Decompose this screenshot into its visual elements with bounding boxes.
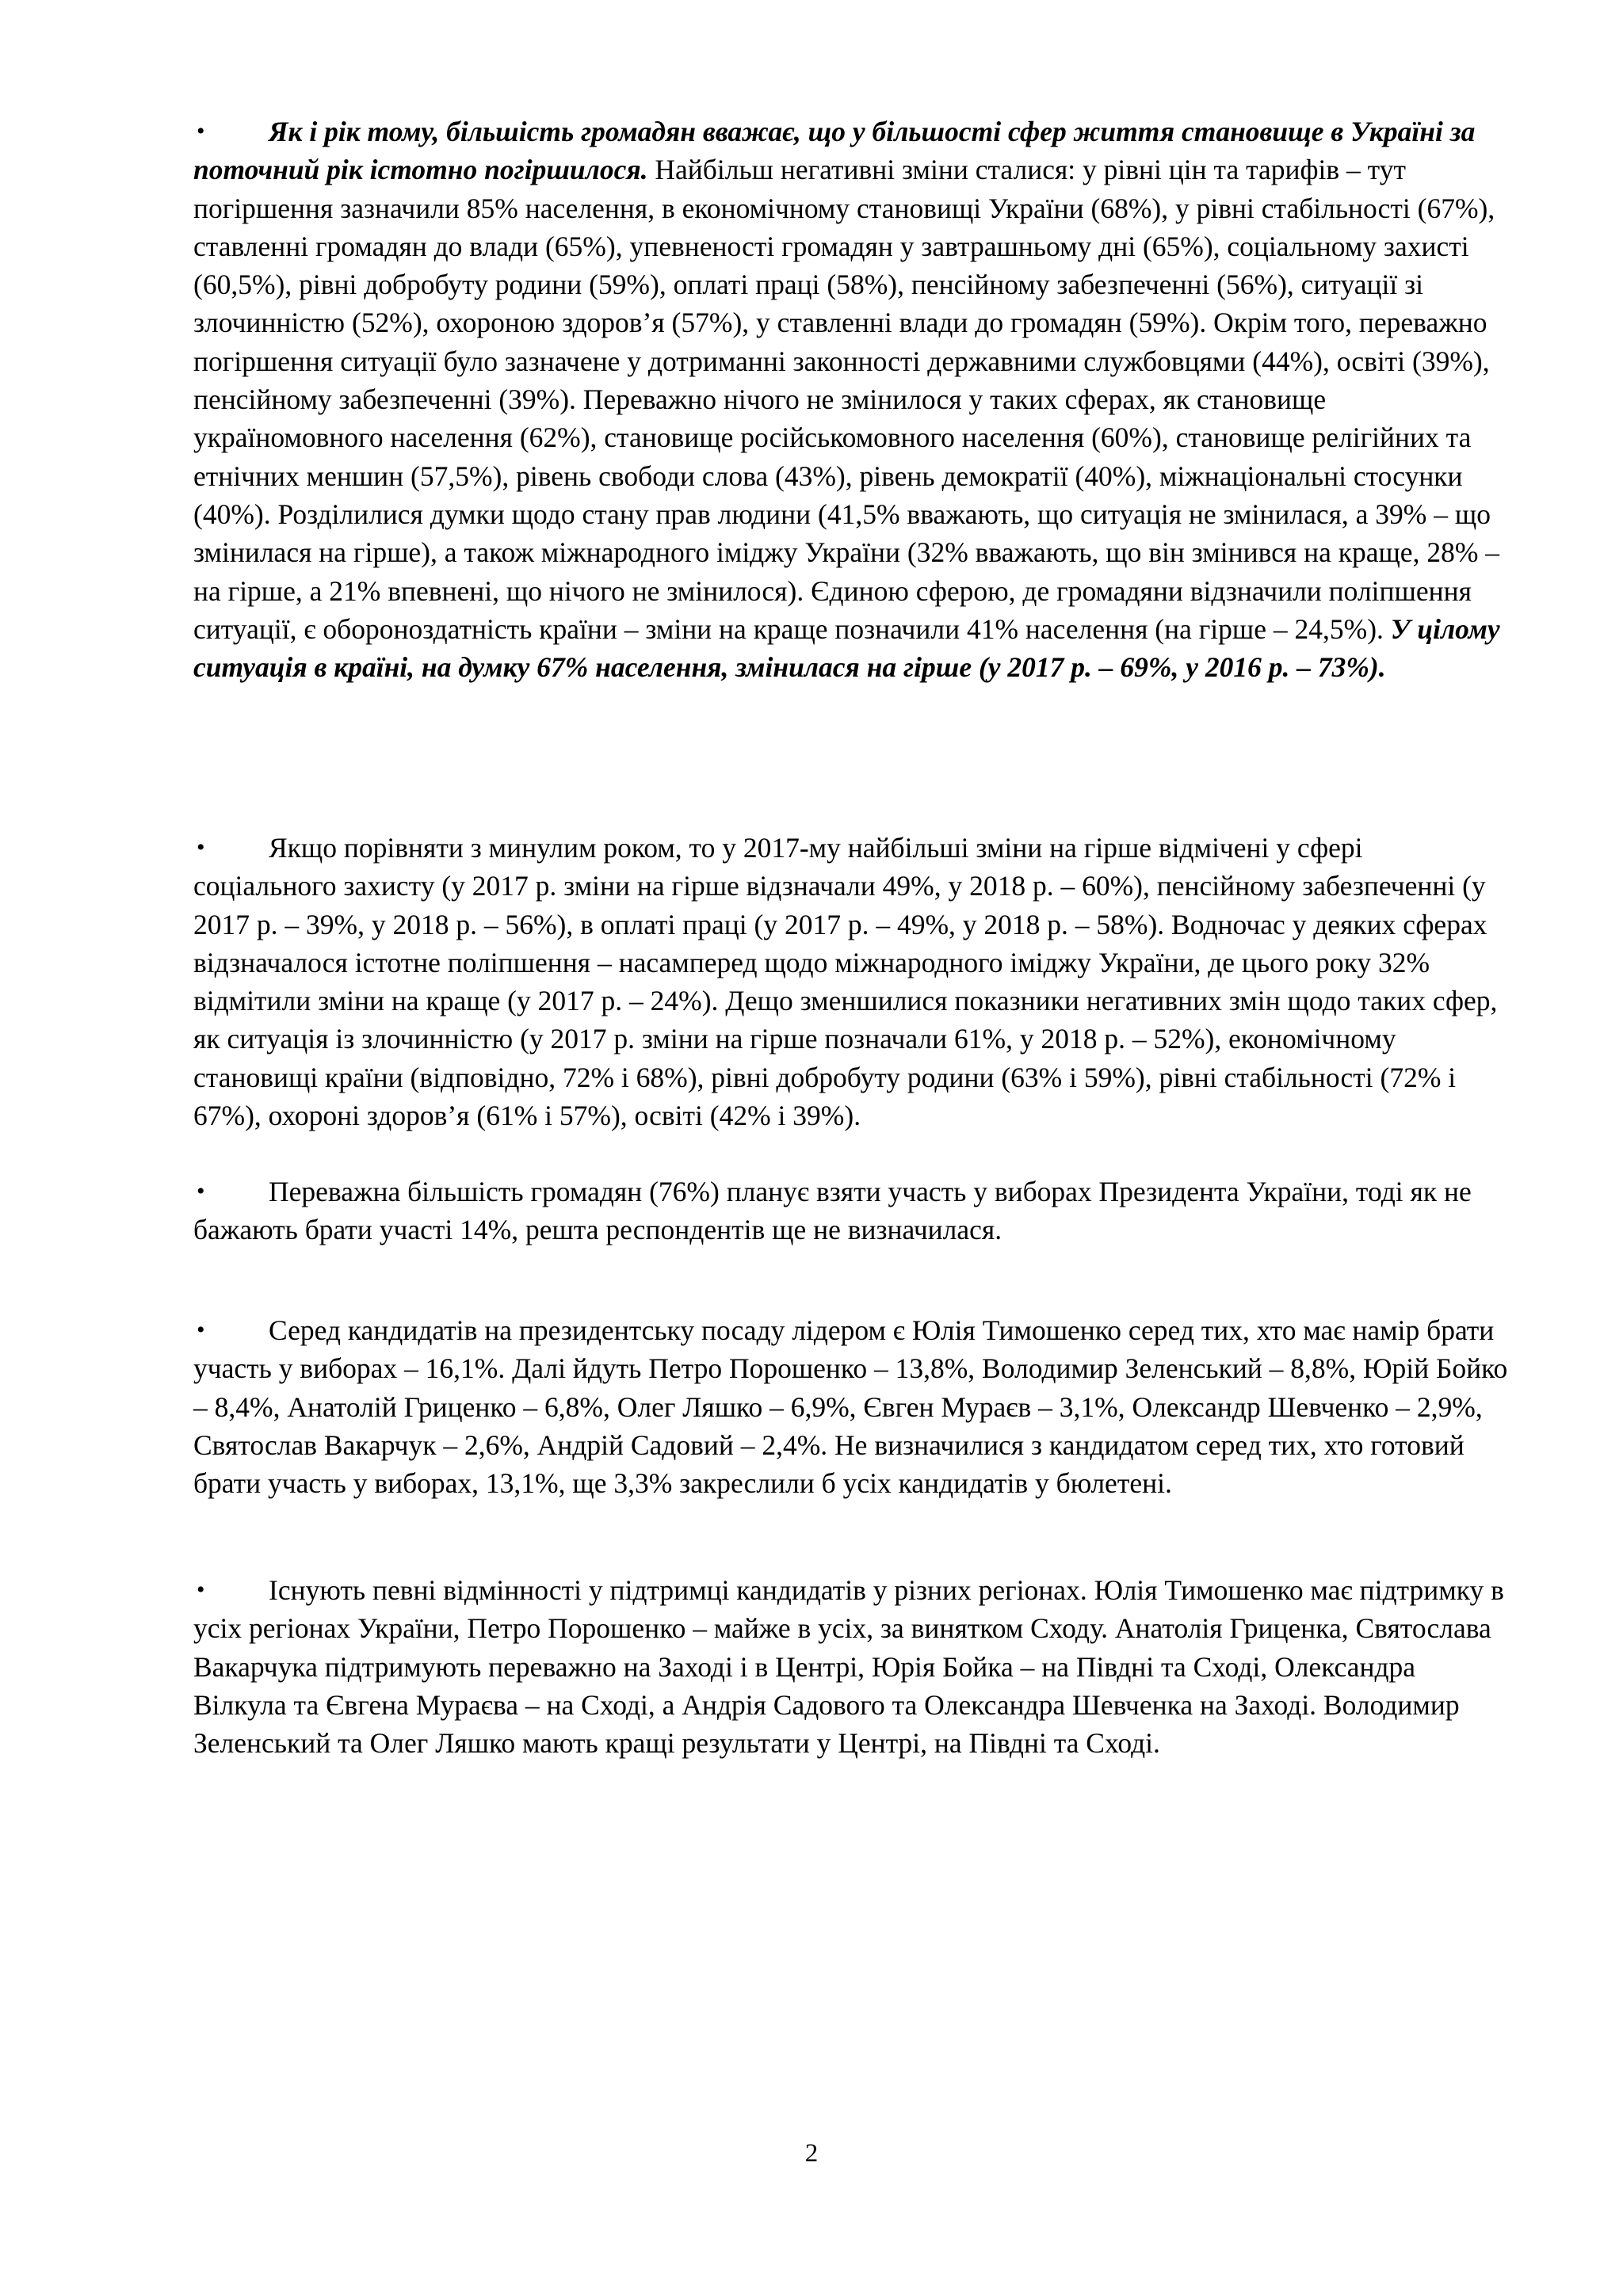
paragraph-election-participation — [193, 1173, 1509, 1249]
bullet-icon: • — [197, 1317, 205, 1343]
emphasis-conclusion: У цілому ситуація в країні, на думку 67% населення, змінилася на гірше (у 2017 р. – 69%, у 2016 р. – 73%). — [193, 612, 1500, 684]
paragraph-text — [193, 1173, 1509, 1249]
paragraph-body: Серед кандидатів на президентську посаду лідером є Юлія Тимошенко серед тих, хто має намір брати участь у виборах – 16,1%. Далі йдуть Петро Порошенко – 13,8%, Володимир Зеленський – 8,8%, Юрій Бойко – 8,4%, Анатолій Гриценко – 6,8%, Олег Ляшко – 6,9%, Євген Мураєв – 3,1%, Олександр Шевченко – 2,9%, Святослав Вакарчук – 2,6%, Андрій Садовий – 2,4%. Не визначилися з кандидатом серед тих, хто готовий брати участь у виборах, 13,1%, ще 3,3% закреслили б усіх кандидатів у бюлетені. — [193, 1314, 1508, 1500]
paragraph-year-comparison — [193, 829, 1509, 1135]
paragraph-body: Найбільш негативні зміни сталися: у рівні цін та тарифів – тут погіршення зазначили 85% населення, в економічному становищі України (68%), у рівні стабільності (67%), ставленні громадян до влади (65%), упевненості громадян у завтрашньому дні (65%), соціальному захисті (60,5%), рівні добробуту родини (59%), оплаті праці (58%), пенсійному забезпеченні (56%), ситуації зі злочинністю (52%), охороною здоров’я (57%), у ставленні влади до громадян (59%). Окрім того, переважно погіршення ситуації було зазначене у дотриманні законності державними службовцями (44%), освіті (39%), пенсійному забезпеченні (39%). Переважно нічого не змінилося у таких сферах, як становище україномовного населення (62%), становище російськомовного населення (60%), становище релігійних та етнічних меншин (57,5%), рівень свободи слова (43%), рівень демократії (40%), міжнаціональні стосунки (40%). Розділилися думки щодо стану прав людини (41,5% вважають, що ситуація не змінилася, а 39% – що змінилася на гірше), а також міжнародного іміджу України (32% вважають, що він змінився на краще, 28% – на гірше, а 21% впевнені, що нічого не змінилося). Єдиною сферою, де громадяни відзначили поліпшення ситуації, є обороноздатність країни – зміни на краще позначили 41% населення (на гірше – 24,5%). — [193, 154, 1500, 645]
paragraph-text — [193, 1311, 1509, 1502]
bullet-icon: • — [197, 1577, 205, 1603]
emphasis-lead: Як і рік тому, більшість громадян вважає, що у більшості сфер життя становище в Україні за поточний рік істотно погіршилося. — [193, 116, 1476, 186]
paragraph-body: Якщо порівняти з минулим роком, то у 2017-му найбільші зміни на гірше відмічені у сфері соціального захисту (у 2017 р. зміни на гірше відзначали 49%, у 2018 р. – 60%), пенсійному забезпеченні (у 2017 р. – 39%, у 2018 р. – 56%), в оплаті праці (у 2017 р. – 49%, у 2018 р. – 58%). Водночас у деяких сферах відзначалося істотне поліпшення – насамперед щодо міжнародного іміджу України, де цього року 32% відмітили зміни на краще (у 2017 р. – 24%). Дещо зменшилися показники негативних змін щодо таких сфер, як ситуація із злочинністю (у 2017 р. зміни на гірше позначали 61%, у 2018 р. – 52%), економічному становищі країни (відповідно, 72% і 68%), рівні добробуту родини (63% і 59%), рівні стабільності (72% і 67%), охороні здоров’я (61% і 57%), освіті (42% і 39%). — [193, 832, 1498, 1132]
page-number: 2 — [804, 2139, 819, 2168]
paragraph-candidate-ratings — [193, 1311, 1509, 1502]
paragraph-body: Переважна більшість громадян (76%) планує взяти участь у виборах Президента України, тоді як не бажають брати участі 14%, решта респондентів ще не визначилася. — [193, 1176, 1472, 1246]
paragraph-regional-support — [193, 1571, 1509, 1762]
paragraph-text — [193, 829, 1509, 1135]
paragraph-text — [193, 1571, 1509, 1762]
bullet-icon: • — [197, 834, 205, 860]
paragraph-text — [193, 113, 1509, 686]
bullet-icon: • — [197, 1178, 205, 1204]
bullet-icon: • — [197, 118, 205, 144]
paragraph-situation-overview — [193, 113, 1509, 686]
paragraph-body: Існують певні відмінності у підтримці кандидатів у різних регіонах. Юлія Тимошенко має підтримку в усіх регіонах України, Петро Порошенко – майже в усіх, за винятком Сходу. Анатолія Гриценка, Святослава Вакарчука підтримують переважно на Заході і в Центрі, Юрія Бойка – на Півдні та Сході, Олександра Вілкула та Євгена Мураєва – на Сході, а Андрія Садового та Олександра Шевченка на Заході. Володимир Зеленський та Олег Ляшко мають кращі результати у Центрі, на Півдні та Сході. — [193, 1574, 1504, 1760]
